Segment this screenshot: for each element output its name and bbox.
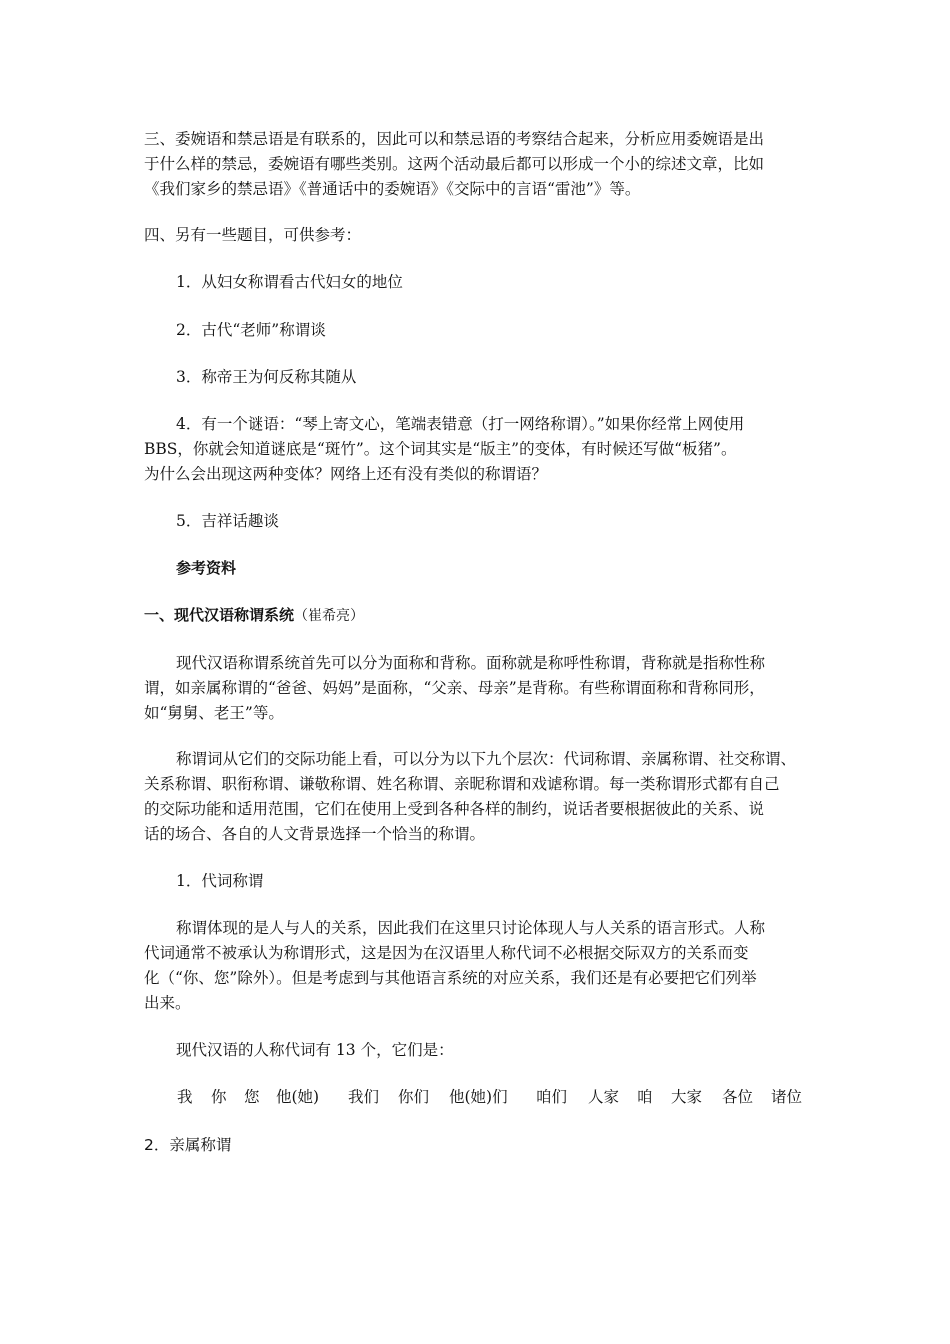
paragraph-line: 三、委婉语和禁忌语是有联系的，因此可以和禁忌语的考察结合起来，分析应用委婉语是出 (144, 130, 765, 148)
topic-item-3: 3．称帝王为何反称其随从 (176, 368, 357, 386)
levels-paragraph (144, 747, 810, 847)
paragraph-line: 称谓词从它们的交际功能上看，可以分为以下九个层次：代词称谓、亲属称谓、社交称谓、 (176, 750, 797, 768)
pronoun-item: 你 (211, 1088, 227, 1106)
pronoun-count: 现代汉语的人称代词有 13 个，它们是： (176, 1041, 454, 1059)
pronoun-item: 我们 (348, 1088, 380, 1106)
references-heading: 参考资料 (176, 559, 237, 577)
pronoun-item: 您 (244, 1088, 260, 1106)
section-author: （崔希亮） (294, 608, 365, 624)
paragraph-line: 关系称谓、职衔称谓、谦敬称谓、姓名称谓、亲昵称谓和戏谑称谓。每一类称谓形式都有自己 (144, 775, 780, 793)
pronoun-item: 我 (177, 1088, 193, 1106)
paragraph-three (144, 127, 810, 202)
section-heading (144, 603, 810, 629)
subheading-pronoun: 1．代词称谓 (176, 872, 264, 890)
topic-item-2: 2．古代“老师”称谓谈 (176, 321, 326, 339)
paragraph-line: 《我们家乡的禁忌语》《普通话中的委婉语》《交际中的言语“雷池”》等。 (144, 180, 641, 198)
paragraph-line: 话的场合、各自的人文背景选择一个恰当的称谓。 (144, 825, 486, 843)
intro-paragraph (144, 651, 810, 726)
pronoun-paragraph (144, 916, 810, 1016)
paragraph-line: 于什么样的禁忌，委婉语有哪些类别。这两个活动最后都可以形成一个小的综述文章，比如 (144, 155, 765, 173)
paragraph-line: 的交际功能和适用范围，它们在使用上受到各种各样的制约，说话者要根据彼此的关系、说 (144, 800, 765, 818)
pronoun-item: 他(她)们 (449, 1088, 508, 1106)
pronoun-item: 大家 (671, 1088, 703, 1106)
pronoun-item: 人家 (588, 1088, 620, 1106)
paragraph-line: 称谓体现的是人与人的关系，因此我们在这里只讨论体现人与人关系的语言形式。人称 (176, 919, 766, 937)
paragraph-line: 如“舅舅、老王”等。 (144, 704, 284, 722)
paragraph-line: 为什么会出现这两种变体？网络上还有没有类似的称谓语？ (144, 465, 548, 483)
section-title: 一、现代汉语称谓系统 (144, 606, 295, 624)
paragraph-four: 四、另有一些题目，可供参考： (144, 226, 362, 244)
paragraph-line: 现代汉语称谓系统首先可以分为面称和背称。面称就是称呼性称谓，背称就是指称性称 (176, 654, 766, 672)
pronoun-item: 他(她) (276, 1088, 320, 1106)
pronoun-item: 诸位 (771, 1088, 803, 1106)
topic-item-5: 5．吉祥话趣谈 (176, 512, 279, 530)
pronoun-item: 你们 (398, 1088, 430, 1106)
paragraph-line: BBS，你就会知道谜底是“斑竹”。这个词其实是“版主”的变体，有时候还写做“板猪”。 (144, 440, 737, 458)
pronoun-item: 咱们 (536, 1088, 568, 1106)
topic-item-4 (144, 412, 810, 487)
pronoun-item: 咱 (637, 1088, 653, 1106)
paragraph-line: 4．有一个谜语：“琴上寄文心，笔端表错意（打一网络称谓）。”如果你经常上网使用 (176, 415, 745, 433)
topic-item-1: 1．从妇女称谓看古代妇女的地位 (176, 273, 403, 291)
paragraph-line: 化（“你、您”除外）。但是考虑到与其他语言系统的对应关系，我们还是有必要把它们列举 (144, 969, 757, 987)
paragraph-line: 代词通常不被承认为称谓形式，这是因为在汉语里人称代词不必根据交际双方的关系而变 (144, 944, 749, 962)
paragraph-line: 出来。 (144, 994, 191, 1012)
subheading-kinship: 2．亲属称谓 (144, 1136, 232, 1154)
paragraph-line: 谓，如亲属称谓的“爸爸、妈妈”是面称，“父亲、母亲”是背称。有些称谓面称和背称同形， (144, 679, 765, 697)
pronoun-item: 各位 (722, 1088, 754, 1106)
